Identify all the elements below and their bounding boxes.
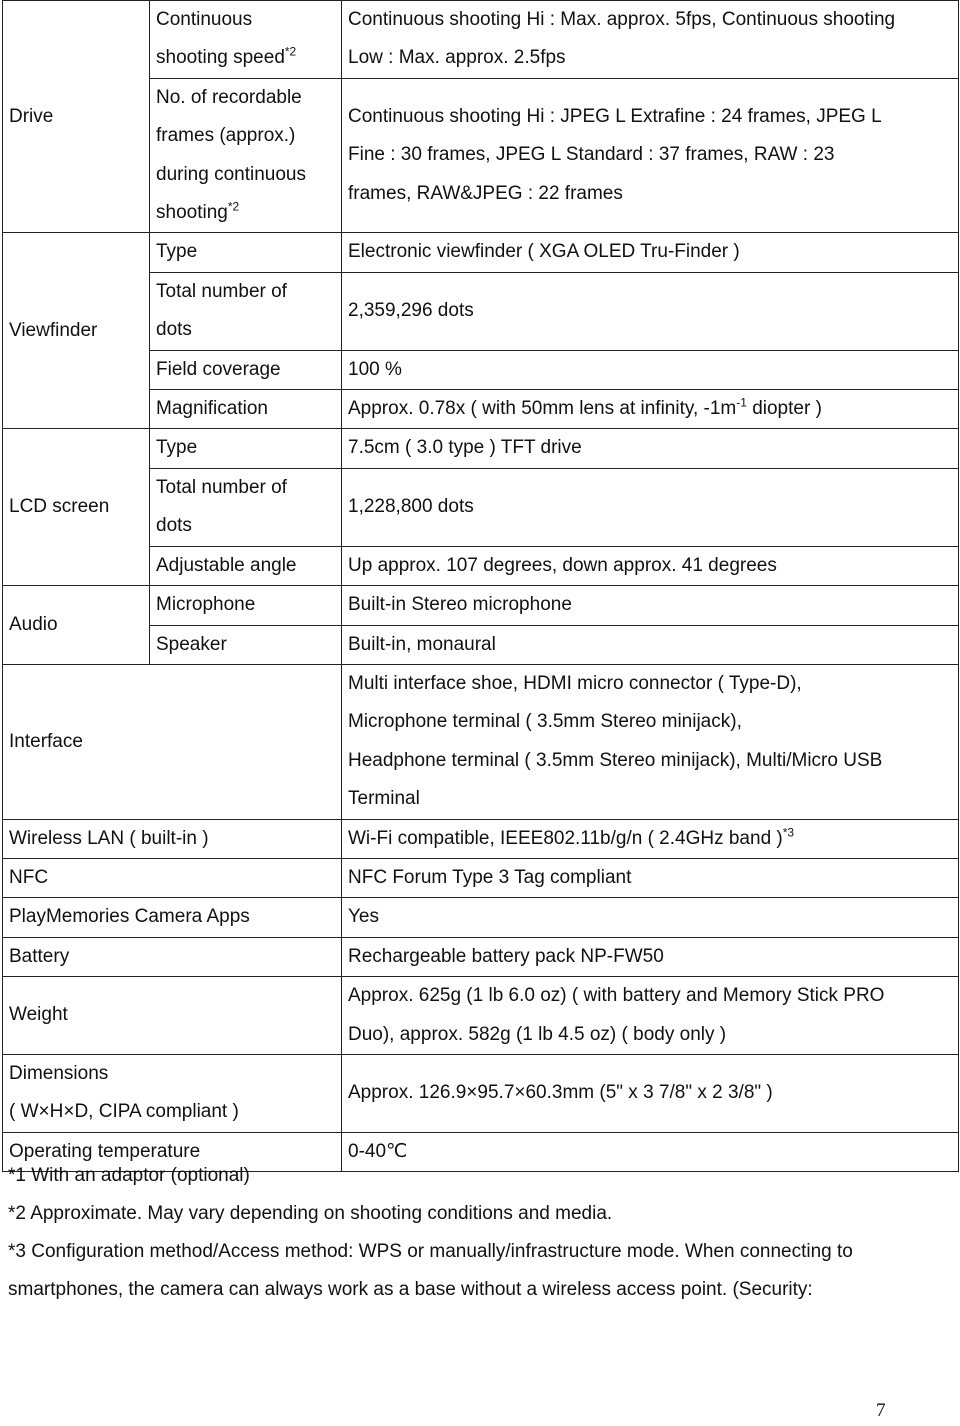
value-playmemories: Yes — [342, 898, 959, 937]
value-lcd-dots: 1,228,800 dots — [342, 468, 959, 546]
label-adjustable-angle: Adjustable angle — [150, 546, 342, 585]
label-viewfinder-dots: Total number of dots — [150, 272, 342, 350]
footnote-2: *2 Approximate. May vary depending on shooting conditions and media. — [8, 1203, 613, 1224]
value-recordable-frames: Continuous shooting Hi : JPEG L Extrafine : 24 frames, JPEG L Fine : 30 frames, JPEG L Standard : 37 frames, RAW : 23 frames, RAW&JPEG : 22 frames — [342, 78, 959, 233]
value-adjustable-angle: Up approx. 107 degrees, down approx. 41 degrees — [342, 546, 959, 585]
label-field-coverage: Field coverage — [150, 350, 342, 389]
value-interface: Multi interface shoe, HDMI micro connector ( Type-D), Microphone terminal ( 3.5mm Stereo minijack), Headphone terminal ( 3.5mm Stereo minijack), Multi/Micro USB Terminal — [342, 664, 959, 819]
label-lcd-type: Type — [150, 429, 342, 468]
value-viewfinder-dots: 2,359,296 dots — [342, 272, 959, 350]
section-lcd: LCD screen — [3, 429, 150, 586]
label-playmemories: PlayMemories Camera Apps — [3, 898, 342, 937]
section-audio: Audio — [3, 586, 150, 665]
label-lcd-dots: Total number of dots — [150, 468, 342, 546]
footnote-3: *3 Configuration method/Access method: WPS or manually/infrastructure mode. When connecting to — [8, 1241, 853, 1262]
label-operating-temperature: Operating temperature — [3, 1132, 342, 1171]
value-speaker: Built-in, monaural — [342, 625, 959, 664]
label-microphone: Microphone — [150, 586, 342, 625]
value-magnification: Approx. 0.78x ( with 50mm lens at infinity, $-1m^{-1}$ diopter ) — [342, 390, 959, 429]
value-nfc: NFC Forum Type 3 Tag compliant — [342, 858, 959, 897]
label-dimensions: Dimensions ( W×H×D, CIPA compliant ) — [3, 1054, 342, 1132]
label-wireless-lan: Wireless LAN ( built-in ) — [3, 819, 342, 858]
label-continuous-speed: Continuous shooting speed$^{*2}$ — [150, 1, 342, 79]
value-dimensions: Approx. 126.9×95.7×60.3mm (5" x 3 7/8" x 2 3/8" ) — [342, 1054, 959, 1132]
label-viewfinder-type: Type — [150, 233, 342, 272]
value-field-coverage: 100 % — [342, 350, 959, 389]
label-battery: Battery — [3, 937, 342, 976]
label-interface: Interface — [3, 664, 342, 819]
spec-table — [2, 0, 959, 1172]
value-operating-temperature: 0-40℃ — [342, 1132, 959, 1171]
footnote-3-continued: smartphones, the camera can always work as a base without a wireless access point. (Security: — [8, 1279, 813, 1300]
section-drive: Drive — [3, 1, 150, 233]
label-weight: Weight — [3, 977, 342, 1055]
value-weight: Approx. 625g (1 lb 6.0 oz) ( with battery and Memory Stick PRO Duo), approx. 582g (1 lb 4.5 oz) ( body only ) — [342, 977, 959, 1055]
value-battery: Rechargeable battery pack NP-FW50 — [342, 937, 959, 976]
section-viewfinder: Viewfinder — [3, 233, 150, 429]
label-magnification: Magnification — [150, 390, 342, 429]
value-continuous-speed: Continuous shooting Hi : Max. approx. 5fps, Continuous shooting Low : Max. approx. 2.5fps — [342, 1, 959, 79]
value-viewfinder-type: Electronic viewfinder ( XGA OLED Tru-Finder ) — [342, 233, 959, 272]
label-recordable-frames: No. of recordable frames (approx.) during continuous shooting$^{*2}$ — [150, 78, 342, 233]
value-lcd-type: 7.5cm ( 3.0 type ) TFT drive — [342, 429, 959, 468]
footnote-1: *1 With an adaptor (optional) — [8, 1165, 250, 1186]
label-speaker: Speaker — [150, 625, 342, 664]
page-number: 7 — [876, 1400, 886, 1421]
label-nfc: NFC — [3, 858, 342, 897]
value-wireless-lan: Wi-Fi compatible, IEEE802.11b/g/n ( 2.4GHz band )$^{*3}$ — [342, 819, 959, 858]
value-microphone: Built-in Stereo microphone — [342, 586, 959, 625]
